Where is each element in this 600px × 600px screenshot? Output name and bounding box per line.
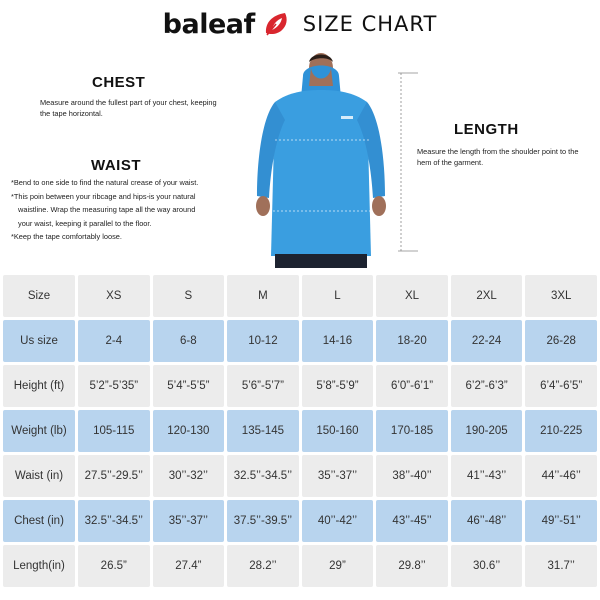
table-cell: 31.7’’ xyxy=(525,545,597,587)
table-cell: 22-24 xyxy=(451,320,523,362)
length-title: LENGTH xyxy=(454,121,519,138)
table-cell: 35’’-37’’ xyxy=(153,500,225,542)
table-cell: 27.5’’-29.5’’ xyxy=(78,455,150,497)
table-cell: S xyxy=(153,275,225,317)
table-cell: 38’’-40’’ xyxy=(376,455,448,497)
table-cell: 18-20 xyxy=(376,320,448,362)
waist-instructions xyxy=(11,176,241,244)
model-hoodie-image xyxy=(245,46,395,268)
waist-instruction-line: *Bend to one side to find the natural crease of your waist. xyxy=(11,178,199,187)
table-cell: 43’’-45’’ xyxy=(376,500,448,542)
table-cell: 37.5’’-39.5’’ xyxy=(227,500,299,542)
table-cell: 29.8’’ xyxy=(376,545,448,587)
waist-title: WAIST xyxy=(91,157,141,174)
row-label: Waist (in) xyxy=(3,455,75,497)
table-cell: 30.6’’ xyxy=(451,545,523,587)
table-cell: 46’’-48’’ xyxy=(451,500,523,542)
chest-title: CHEST xyxy=(92,74,146,91)
table-row-weight xyxy=(3,410,597,452)
size-chart-title: SIZE CHART xyxy=(302,12,438,36)
table-cell: 40’’-42’’ xyxy=(302,500,374,542)
waist-instruction-line: your waist, keeping it parallel to the floor. xyxy=(18,218,152,228)
row-label: Height (ft) xyxy=(3,365,75,407)
table-cell: 14-16 xyxy=(302,320,374,362)
flame-leaf-logo-icon xyxy=(263,11,293,37)
table-cell: 26.5” xyxy=(78,545,150,587)
table-cell: 6’0”-6’1” xyxy=(376,365,448,407)
table-cell: 5’6”-5’7” xyxy=(227,365,299,407)
row-label: Chest (in) xyxy=(3,500,75,542)
table-cell: M xyxy=(227,275,299,317)
table-cell: 10-12 xyxy=(227,320,299,362)
table-cell: 170-185 xyxy=(376,410,448,452)
table-cell: 35’’-37’’ xyxy=(302,455,374,497)
length-scale-icon xyxy=(398,72,420,252)
table-cell: 135-145 xyxy=(227,410,299,452)
waist-instruction-line: waistline. Wrap the measuring tape all the way around xyxy=(18,205,196,215)
table-cell: 6’4”-6’5” xyxy=(525,365,597,407)
table-cell: 3XL xyxy=(525,275,597,317)
table-cell: L xyxy=(302,275,374,317)
table-cell: 2XL xyxy=(451,275,523,317)
brand-header xyxy=(0,6,600,42)
length-description: Measure the length from the shoulder point to the hem of the garment. xyxy=(417,147,579,167)
table-row-size xyxy=(3,275,597,317)
table-cell: 5’4”-5’5” xyxy=(153,365,225,407)
table-cell: 44’’-46’’ xyxy=(525,455,597,497)
table-cell: XS xyxy=(78,275,150,317)
table-cell: XL xyxy=(376,275,448,317)
row-label: Length(in) xyxy=(3,545,75,587)
table-cell: 5’2”-5’35” xyxy=(78,365,150,407)
table-row-waist xyxy=(3,455,597,497)
table-cell: 105-115 xyxy=(78,410,150,452)
waist-instruction-line: *This poin between your ribcage and hips-is your natural xyxy=(11,191,196,201)
row-label: Size xyxy=(3,275,75,317)
table-cell: 29” xyxy=(302,545,374,587)
waist-instruction-line: *Keep the tape comfortably loose. xyxy=(11,232,122,242)
table-cell: 6-8 xyxy=(153,320,225,362)
table-cell: 49’’-51’’ xyxy=(525,500,597,542)
table-cell: 5’8”-5’9” xyxy=(302,365,374,407)
table-cell: 30’’-32’’ xyxy=(153,455,225,497)
table-cell: 27.4” xyxy=(153,545,225,587)
table-cell: 32.5’’-34.5’’ xyxy=(227,455,299,497)
brand-name: baleaf xyxy=(162,8,255,40)
table-cell: 28.2’’ xyxy=(227,545,299,587)
table-row-us-size xyxy=(3,320,597,362)
table-cell: 32.5’’-34.5’’ xyxy=(78,500,150,542)
table-row-chest xyxy=(3,500,597,542)
size-table xyxy=(0,272,600,590)
table-cell: 2-4 xyxy=(78,320,150,362)
row-label: Us size xyxy=(3,320,75,362)
table-cell: 150-160 xyxy=(302,410,374,452)
table-cell: 6’2”-6’3” xyxy=(451,365,523,407)
table-cell: 120-130 xyxy=(153,410,225,452)
table-cell: 210-225 xyxy=(525,410,597,452)
chest-description: Measure around the fullest part of your chest, keeping the tape horizontal. xyxy=(40,98,217,118)
table-row-height xyxy=(3,365,597,407)
row-label: Weight (lb) xyxy=(3,410,75,452)
table-cell: 41’’-43’’ xyxy=(451,455,523,497)
table-cell: 190-205 xyxy=(451,410,523,452)
table-cell: 26-28 xyxy=(525,320,597,362)
table-row-length xyxy=(3,545,597,587)
